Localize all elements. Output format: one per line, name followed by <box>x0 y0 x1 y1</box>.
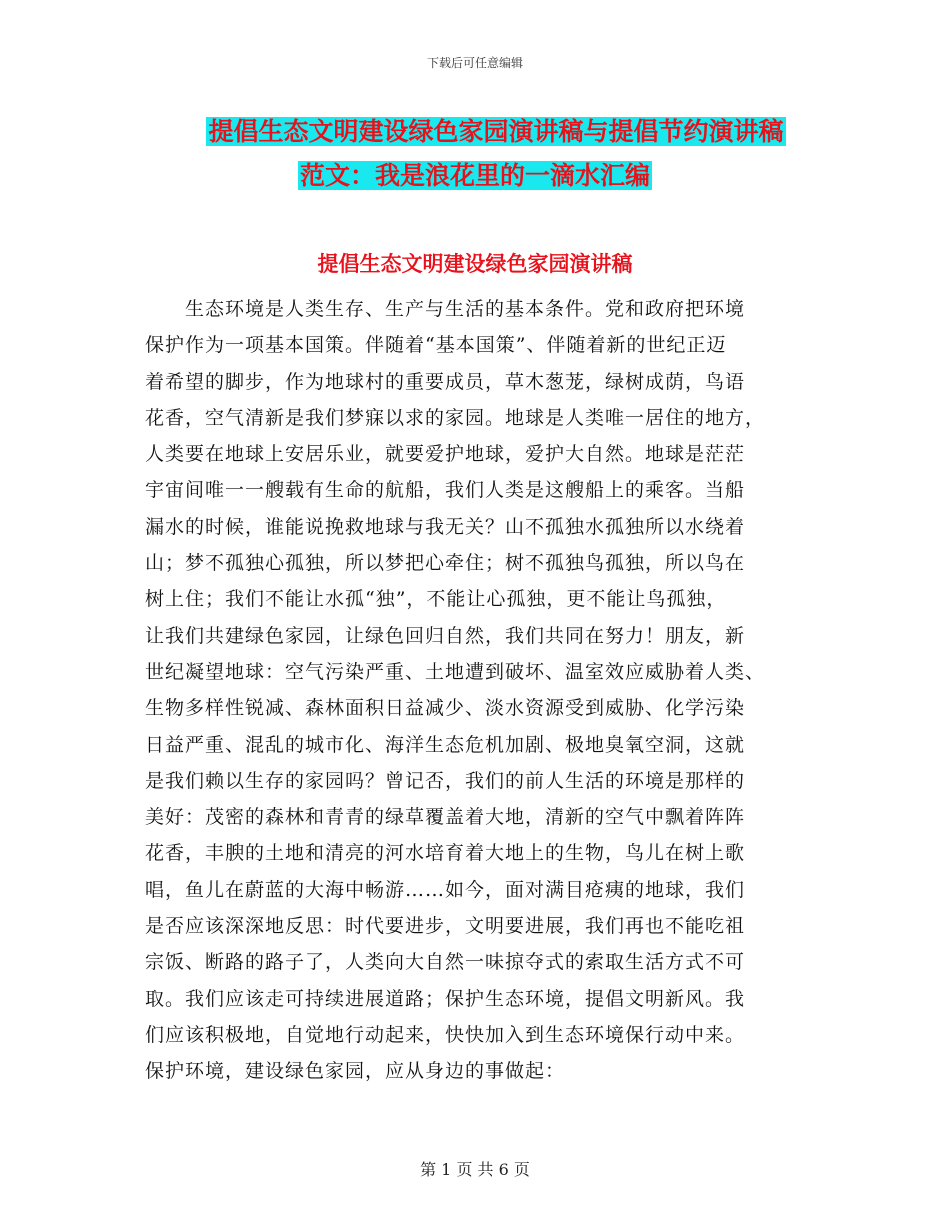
body-line: 生物多样性锐减、森林面积日益减少、淡水资源受到威胁、化学污染 <box>145 697 746 720</box>
header-note: 下载后可任意编辑 <box>426 56 523 70</box>
body-line: 着希望的脚步，作为地球村的重要成员，草木葱茏，绿树成荫，鸟语 <box>145 370 746 393</box>
section-heading: 提倡生态文明建设绿色家园演讲稿 <box>317 252 633 276</box>
body-line: 宇宙间唯一一艘载有生命的航船，我们人类是这艘船上的乘客。当船 <box>145 479 746 502</box>
page-footer: 第 1 页 共 6 页 <box>420 1160 530 1179</box>
title-line-2 <box>0 154 950 198</box>
body-line: 人类要在地球上安居乐业，就要爱护地球，爱护大自然。地球是茫茫 <box>145 443 746 466</box>
body-line: 日益严重、混乱的城市化、海洋生态危机加剧、极地臭氧空洞，这就 <box>145 733 746 756</box>
body-line: 取。我们应该走可持续进展道路；保护生态环境，提倡文明新风。我 <box>145 987 746 1010</box>
title-line-1-text: 提倡生态文明建设绿色家园演讲稿与提倡节约演讲稿 <box>208 117 784 146</box>
document-title <box>0 110 950 198</box>
body-line: 山；梦不孤独心孤独，所以梦把心牵住；树不孤独鸟孤独，所以鸟在 <box>145 552 746 575</box>
body-paragraph <box>145 291 813 1090</box>
body-line: 漏水的时候，谁能说挽救地球与我无关？山不孤独水孤独所以水绕着 <box>145 515 746 538</box>
body-line: 保护作为一项基本国策。伴随着“基本国策”、伴随着新的世纪正迈 <box>145 334 727 357</box>
title-line-1 <box>0 110 950 154</box>
body-line: 美好：茂密的森林和青青的绿草覆盖着大地，清新的空气中飘着阵阵 <box>145 806 746 829</box>
body-line: 花香，丰腴的土地和清亮的河水培育着大地上的生物，鸟儿在树上歌 <box>145 842 746 865</box>
body-line: 是我们赖以生存的家园吗？曾记否，我们的前人生活的环境是那样的 <box>145 769 746 792</box>
body-line: 宗饭、断路的路子了，人类向大自然一味掠夺式的索取生活方式不可 <box>145 951 746 974</box>
body-line: 保护环境，建设绿色家园，应从身边的事做起： <box>145 1060 566 1083</box>
title-line-2-text: 范文：我是浪花里的一滴水汇编 <box>299 161 650 190</box>
body-line: 花香，空气清新是我们梦寐以求的家园。地球是人类唯一居住的地方， <box>145 406 766 429</box>
body-line: 让我们共建绿色家园，让绿色回归自然，我们共同在努力！朋友，新 <box>145 624 746 647</box>
body-line: 世纪凝望地球：空气污染严重、土地遭到破坏、温室效应威胁着人类、 <box>145 660 766 683</box>
body-line: 们应该积极地，自觉地行动起来，快快加入到生态环境保行动中来。 <box>145 1023 746 1046</box>
body-line: 唱，鱼儿在蔚蓝的大海中畅游……如今，面对满目疮痍的地球，我们 <box>145 878 746 901</box>
body-line: 生态环境是人类生存、生产与生活的基本条件。党和政府把环境 <box>145 298 746 320</box>
body-line: 树上住；我们不能让水孤“独”，不能让心孤独，更不能让鸟孤独， <box>145 588 727 611</box>
body-line: 是否应该深深地反思：时代要进步，文明要进展，我们再也不能吃祖 <box>145 915 746 938</box>
